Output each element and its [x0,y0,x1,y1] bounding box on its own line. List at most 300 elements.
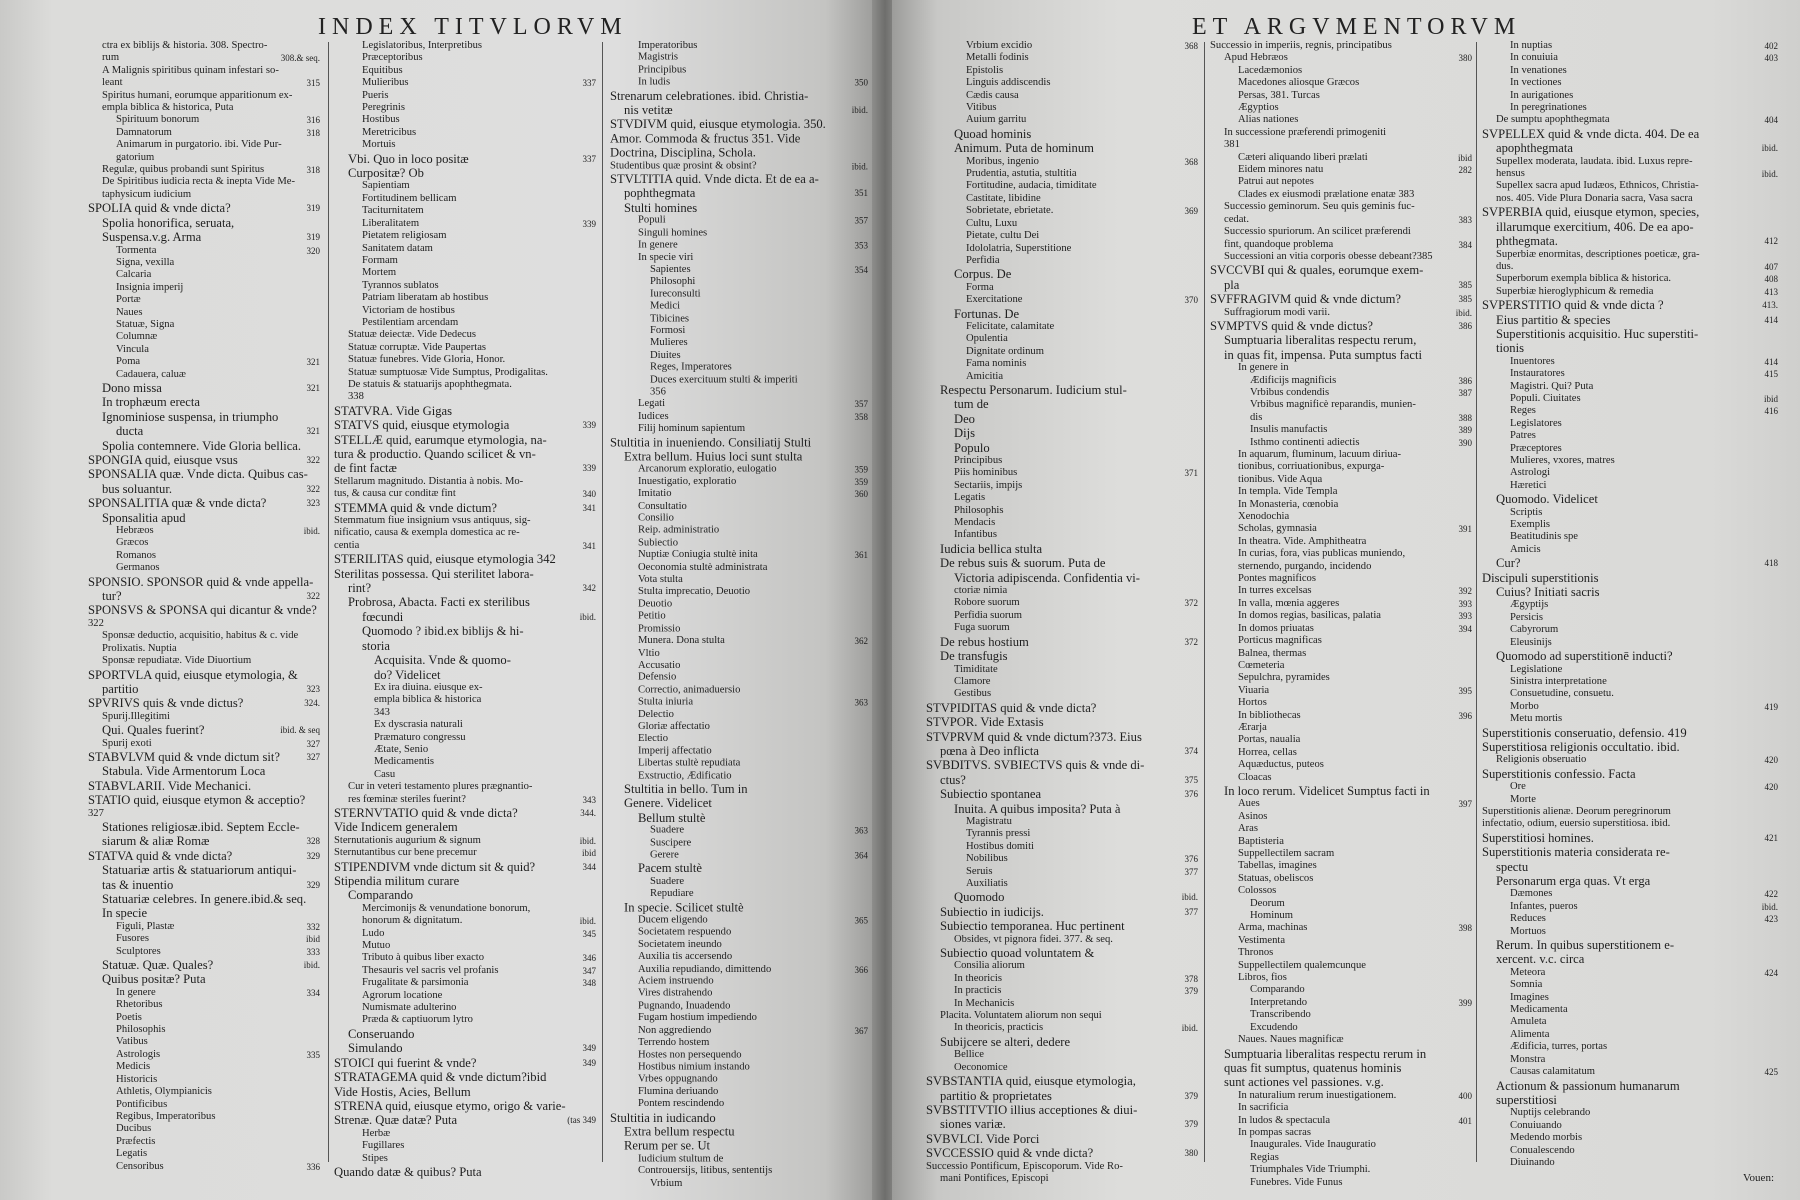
index-entry [1482,860,1778,874]
entry-text: Cur in veteri testamento plures prægnantio- [348,781,533,793]
index-entry [1482,1054,1778,1066]
entry-text: SPVRIVS quis & vnde dictus? [88,696,244,711]
index-entry [1210,873,1472,885]
entry-text: Studentibus quæ prosint & obsint? [610,160,757,171]
entry-page-ref: 328 [306,836,320,847]
index-entry [88,972,320,986]
entry-text: Extra bellum. Huius loci sunt stulta [624,449,803,464]
index-entry [334,1070,596,1084]
entry-page-ref: 359 [854,477,868,487]
entry-text: Hominum [1250,910,1293,922]
entry-text: Amicis [1510,543,1541,555]
index-entry [88,52,320,64]
entry-text: Apud Hebræos [1224,52,1288,64]
entry-page-ref: 364 [854,850,868,861]
entry-page-ref: 374 [1184,745,1198,756]
index-entry [610,811,868,825]
entry-page-ref: 345 [582,928,596,939]
index-entry [88,946,320,958]
entry-text: Arma, machinas [1238,922,1308,934]
index-entry [334,624,596,638]
entry-text: Vide Indicem generalem [334,820,458,835]
entry-text: SVBSTANTIA quid, eiusque etymologia, [926,1074,1136,1089]
index-entry [1482,831,1778,845]
index-entry [926,1035,1198,1049]
index-entry [926,205,1198,217]
index-entry [926,218,1198,230]
index-entry [610,562,868,574]
column-rule [602,42,603,1162]
entry-page-ref: 418 [1764,558,1778,569]
index-entry [334,354,596,366]
entry-text: Vrbium excidio [966,40,1033,51]
entry-page-ref: 341 [582,540,596,551]
index-entry [1210,375,1472,387]
entry-text: STERILITAS quid, eiusque etymologia 342 [334,552,556,567]
entry-text: In sacrificia [1238,1102,1289,1114]
entry-text: Libros, fios [1238,972,1287,984]
entry-text: In ludis [638,76,671,88]
entry-text: tionibus. Vide Aqua [1238,473,1323,485]
entry-text: Regulæ, quibus probandi sunt Spiritus [102,164,265,176]
entry-text: pophthegmata [624,186,696,201]
index-entry [334,77,596,89]
entry-text: Probrosa, Abacta. Facti ex sterilibus [348,595,530,610]
entry-text: Linguis addiscendis [966,77,1051,89]
index-entry [334,707,596,719]
index-entry [926,333,1198,345]
entry-text: Stultitia in inueniendo. Consiliatij Stulti [610,435,812,450]
entry-text: Successio spuriorum. An scilicet præferendi [1224,226,1411,238]
index-entry [1482,585,1778,599]
index-entry [926,715,1198,729]
index-entry [926,960,1198,972]
index-entry [1210,836,1472,848]
entry-page-ref: 397 [1458,799,1472,810]
index-entry [1210,898,1472,910]
entry-text: Exstructio, Ædificatio [638,770,732,781]
entry-page-ref: 323 [306,498,320,509]
entry-text: Stulti homines [624,200,698,215]
entry-page-ref: ibid. [1181,1023,1198,1034]
index-entry [88,269,320,281]
entry-text: Alias nationes [1238,114,1299,126]
index-entry [88,482,320,496]
entry-text: In peregrinationes [1510,102,1587,114]
entry-page-ref: 361 [854,550,868,561]
entry-text: De Spiritibus iudicia recta & inepta Vide Me- [102,176,296,188]
index-entry [926,193,1198,205]
entry-text: storia [362,638,390,653]
entry-text: STATVA quid & vnde dicta? [88,848,233,863]
entry-text: Sterilitas possessa. Qui sterilitet labora- [334,566,534,581]
index-entry [926,1161,1198,1173]
entry-text: Petitio [638,610,666,622]
entry-text: Comparando [348,888,414,903]
index-entry [926,505,1198,517]
index-entry [610,900,868,914]
index-entry [1210,139,1472,151]
index-entry [1482,676,1778,688]
entry-text: Dono missa [102,380,162,395]
index-entry [334,874,596,888]
entry-text: Animum. Puta de hominum [954,141,1094,156]
index-entry [926,1103,1198,1117]
entry-text: In valla, mœnia aggeres [1238,597,1340,609]
entry-page-ref: 322 [306,591,320,602]
index-entry [610,411,868,423]
index-entry [610,1049,868,1061]
index-entry [926,294,1198,306]
entry-text: De rebus hostium [940,634,1029,649]
index-entry [926,412,1198,426]
entry-page-ref: 388 [1458,412,1472,423]
index-entry [334,610,596,624]
index-entry [1482,40,1778,52]
entry-page-ref: 329 [306,850,320,861]
index-entry [1210,77,1472,89]
entry-text: In practicis [954,985,1002,997]
index-entry [1482,1145,1778,1157]
index-entry [1210,1047,1472,1061]
entry-text: Statuariæ artis & statuariorum antiqui- [102,863,297,878]
index-entry [926,230,1198,242]
index-entry [334,501,596,515]
index-entry [1210,648,1472,660]
index-entry [926,676,1198,688]
entry-text: In theoricis [954,972,1002,984]
index-entry [1210,759,1472,771]
entry-text: Accusatio [638,659,681,671]
entry-text: Ducem eligendo [638,914,708,926]
entry-text: Consuetudine, consuetu. [1510,688,1614,700]
entry-page-ref: 420 [1764,782,1778,793]
index-entry [1482,298,1778,312]
index-entry [610,350,868,362]
index-entry [88,176,320,188]
entry-text: pœna à Deo inflicta [940,743,1039,758]
entry-text: Asinos [1238,810,1268,822]
index-entry [1210,1022,1472,1034]
entry-text: SVPELLEX quid & vnde dicta. 404. De ea [1482,126,1700,141]
index-entry [610,132,868,146]
entry-page-ref: ibid. [579,611,596,622]
entry-text: Pontificibus [116,1098,168,1110]
index-entry [334,180,596,192]
entry-text: hensus [1496,168,1525,180]
entry-text: STVPOR. Vide Extasis [926,715,1044,730]
index-entry [1482,701,1778,713]
entry-page-ref: 282 [1458,165,1472,176]
index-entry [1210,548,1472,560]
entry-page-ref: 339 [582,463,596,474]
index-entry [1482,713,1778,725]
entry-text: Formosi [650,325,686,337]
index-entry [1210,710,1472,722]
entry-page-ref: 347 [582,965,596,976]
index-entry [926,282,1198,294]
index-entry [610,721,868,733]
entry-text: SPONSIO. SPONSOR quid & vnde appella- [88,574,314,589]
entry-text: De rebus suis & suorum. Puta de [940,556,1106,571]
index-entry [610,435,868,449]
entry-text: Vrbes oppugnando [638,1073,718,1085]
index-entry [1210,387,1472,399]
index-entry [926,542,1198,556]
entry-text: In genere [116,986,156,998]
index-entry [926,758,1198,772]
entry-text: Superstitionis acquisitio. Huc superstiti- [1496,326,1699,341]
entry-text: quas fit sumptus, quatenus hominis [1224,1060,1402,1075]
index-entry [334,114,596,126]
index-entry [334,694,596,706]
index-entry [1210,860,1472,872]
index-entry [610,1125,868,1139]
index-entry [334,732,596,744]
index-entry [610,117,868,131]
entry-text: SPOLIA quid & vnde dicta? [88,201,231,216]
entry-text: Calcaria [116,269,152,281]
entry-text: Medici [650,300,681,312]
index-entry [1482,544,1778,556]
entry-page-ref: 342 [582,583,596,594]
entry-page-ref: 402 [1764,41,1778,51]
index-entry [1482,519,1778,531]
index-entry [610,1139,868,1153]
index-entry [610,837,868,849]
entry-text: Cultu, Luxu [966,217,1018,229]
index-entry [926,492,1198,504]
entry-text: Fama nominis [966,358,1027,370]
index-entry [1210,164,1472,176]
index-entry [334,1041,596,1055]
entry-text: Rhetoribus [116,999,163,1011]
entry-text: Portas, naualia [1238,734,1301,746]
index-entry [1482,102,1778,114]
entry-page-ref: 412 [1764,236,1778,247]
index-entry [1482,649,1778,663]
index-entry [88,933,320,945]
entry-text: Astrologis [116,1048,161,1060]
entry-text: Colossos [1238,885,1277,897]
entry-text: Epistolis [966,64,1004,76]
index-entry [1210,585,1472,597]
entry-text: Non aggrediendo [638,1024,712,1036]
entry-page-ref: ibid. [1455,307,1472,318]
entry-text: Formam [362,254,398,266]
entry-text: Victoria adipiscenda. Confidentia vi- [954,570,1140,585]
entry-text: Subijcere se alteri, dedere [940,1034,1071,1049]
index-entry [1482,480,1778,492]
entry-text: Cædis causa [966,89,1019,101]
entry-page-ref: (tas 349 [567,1115,596,1126]
index-entry [334,552,596,566]
entry-text: Naues [116,306,143,318]
index-entry [1210,784,1472,798]
entry-page-ref: 363 [854,697,868,708]
entry-page-ref: 413 [1764,286,1778,297]
index-entry [1210,437,1472,449]
index-entry [610,623,868,635]
index-entry [926,358,1198,370]
entry-text: Oeconomice [954,1061,1008,1073]
entry-text: STATVRA. Vide Gigas [334,403,452,418]
entry-text: Quibus positæ? Puta [102,972,206,987]
entry-text: Infantibus [954,529,997,541]
index-entry [610,697,868,709]
index-entry [926,622,1198,634]
column-rule [1476,42,1477,1162]
entry-text: Libertas stultè repudiata [638,757,741,769]
entry-text: Dignitate ordinum [966,345,1044,357]
entry-text: Germanos [116,562,160,574]
entry-page-ref: 385 [1458,294,1472,305]
entry-page-ref: 420 [1764,755,1778,766]
entry-text: In ludos & spectacula [1238,1114,1331,1126]
index-entry [88,257,320,269]
entry-text: Sumptuaria liberalitas respectu rerum in [1224,1046,1427,1061]
entry-page-ref: 322 [306,455,320,465]
entry-page-ref: 323 [306,683,320,694]
entry-text: Delectio [638,708,674,720]
index-entry [1482,220,1778,234]
entry-text: Robore suorum [954,597,1020,609]
entry-page-ref: 367 [854,1025,868,1036]
entry-text: Subiectio temporanea. Huc pertinent [940,919,1125,934]
entry-text: ctus? [940,772,966,787]
entry-text: Principibus [954,455,1003,466]
index-entry [610,770,868,782]
entry-page-ref: ibid. [303,526,320,537]
entry-text: Ædificia, turres, portas [1510,1041,1608,1053]
entry-text: Censoribus [116,1160,164,1172]
entry-text: 338 [348,391,364,403]
entry-text: Gestibus [954,688,992,700]
entry-text: Iudicium stultum de [638,1153,724,1165]
index-entry [1482,754,1778,766]
index-entry [926,802,1198,816]
index-entry [610,227,868,239]
entry-text: fœcundi [362,609,404,624]
index-entry [926,480,1198,492]
index-entry [1482,168,1778,180]
index-entry [334,952,596,964]
entry-page-ref: ibid. [1761,901,1778,912]
index-entry [926,1146,1198,1160]
index-entry [88,331,320,343]
index-entry [1482,455,1778,467]
index-entry [88,793,320,807]
entry-text: Prudentia, astutia, stultitia [966,168,1077,180]
entry-page-ref: 372 [1184,636,1198,647]
entry-text: Suscipere [650,837,692,849]
entry-text: Deo [954,411,975,426]
entry-page-ref: 308.& seq. [280,53,320,64]
entry-text: Statuas, obeliscos [1238,872,1314,884]
entry-page-ref: 357 [854,399,868,410]
entry-text: Morbo [1510,700,1539,712]
entry-text: Eleusinijs [1510,636,1552,648]
index-entry [334,1165,596,1179]
index-entry [1210,486,1472,498]
entry-text: Suppellectilem sacram [1238,848,1335,859]
index-entry [334,367,596,379]
entry-text: Somnia [1510,979,1543,991]
index-entry [610,825,868,837]
entry-page-ref: 422 [1764,889,1778,900]
index-entry [88,201,320,215]
index-entry [334,166,596,180]
index-entry [926,1132,1198,1146]
index-entry [1210,114,1472,126]
entry-text: Stemmatum fiue insignium vsus antiquus, sig- [334,515,531,527]
entry-text: Spurij exoti [102,737,152,749]
entry-page-ref: 377 [1184,906,1198,917]
index-column-4 [926,40,1198,1185]
entry-text: SVBSTITVTIO illius acceptiones & diui- [926,1102,1138,1117]
index-entry [334,940,596,952]
column-rule [1204,42,1205,1162]
entry-text: SVPERSTITIO quid & vnde dicta ? [1482,298,1664,313]
entry-text: Causas calamitatum [1510,1066,1596,1078]
index-entry [334,255,596,267]
index-entry [926,878,1198,890]
entry-text: Macedones aliosque Græcos [1238,77,1360,89]
entry-text: Ex dyscrasia naturali [374,719,463,731]
entry-text: gatorium [116,151,155,163]
index-entry [926,597,1198,609]
entry-text: Inuentores [1510,355,1555,367]
index-entry [610,252,868,264]
entry-text: Legislatores [1510,417,1562,429]
entry-text: pla [1224,277,1240,292]
entry-text: Sternutationis augurium & signum [334,834,481,846]
entry-page-ref: 408 [1764,274,1778,285]
entry-text: Legatis [116,1148,148,1160]
entry-text: De transfugis [940,649,1008,664]
index-entry [1210,176,1472,188]
index-entry [1482,952,1778,966]
index-entry [1210,523,1472,535]
entry-text: Mulieres, vxores, matres [1510,455,1615,466]
entry-text: SVBDITVS. SVBIECTVS quis & vnde di- [926,758,1145,773]
index-entry [926,307,1198,321]
entry-text: Sponsalitia apud [102,510,186,525]
entry-text: sternendo, purgando, incidendo [1238,560,1372,572]
index-entry [610,399,868,411]
entry-text: Perfidia [966,254,1000,266]
entry-text: tura & productio. Quando scilicet & vn- [334,447,536,461]
index-entry [1482,637,1778,649]
index-entry [610,64,868,76]
entry-text: Xenodochia [1238,511,1290,523]
entry-text: Quoad hominis [954,126,1032,141]
index-entry [926,610,1198,622]
index-entry [334,835,596,847]
entry-text: Metalli fodinis [966,52,1029,64]
index-entry [1210,1061,1472,1075]
index-entry [1482,979,1778,991]
entry-text: Statuariæ celebres. In genere.ibid.& seq. [102,892,307,906]
entry-page-ref: 369 [1184,206,1198,217]
entry-page-ref: 321 [306,357,320,368]
index-entry [334,567,596,581]
entry-text: Superborum exempla biblica & historica. [1496,273,1672,285]
index-entry [1210,1075,1472,1089]
index-entry [610,313,868,325]
index-entry [334,977,596,989]
index-entry [88,189,320,201]
